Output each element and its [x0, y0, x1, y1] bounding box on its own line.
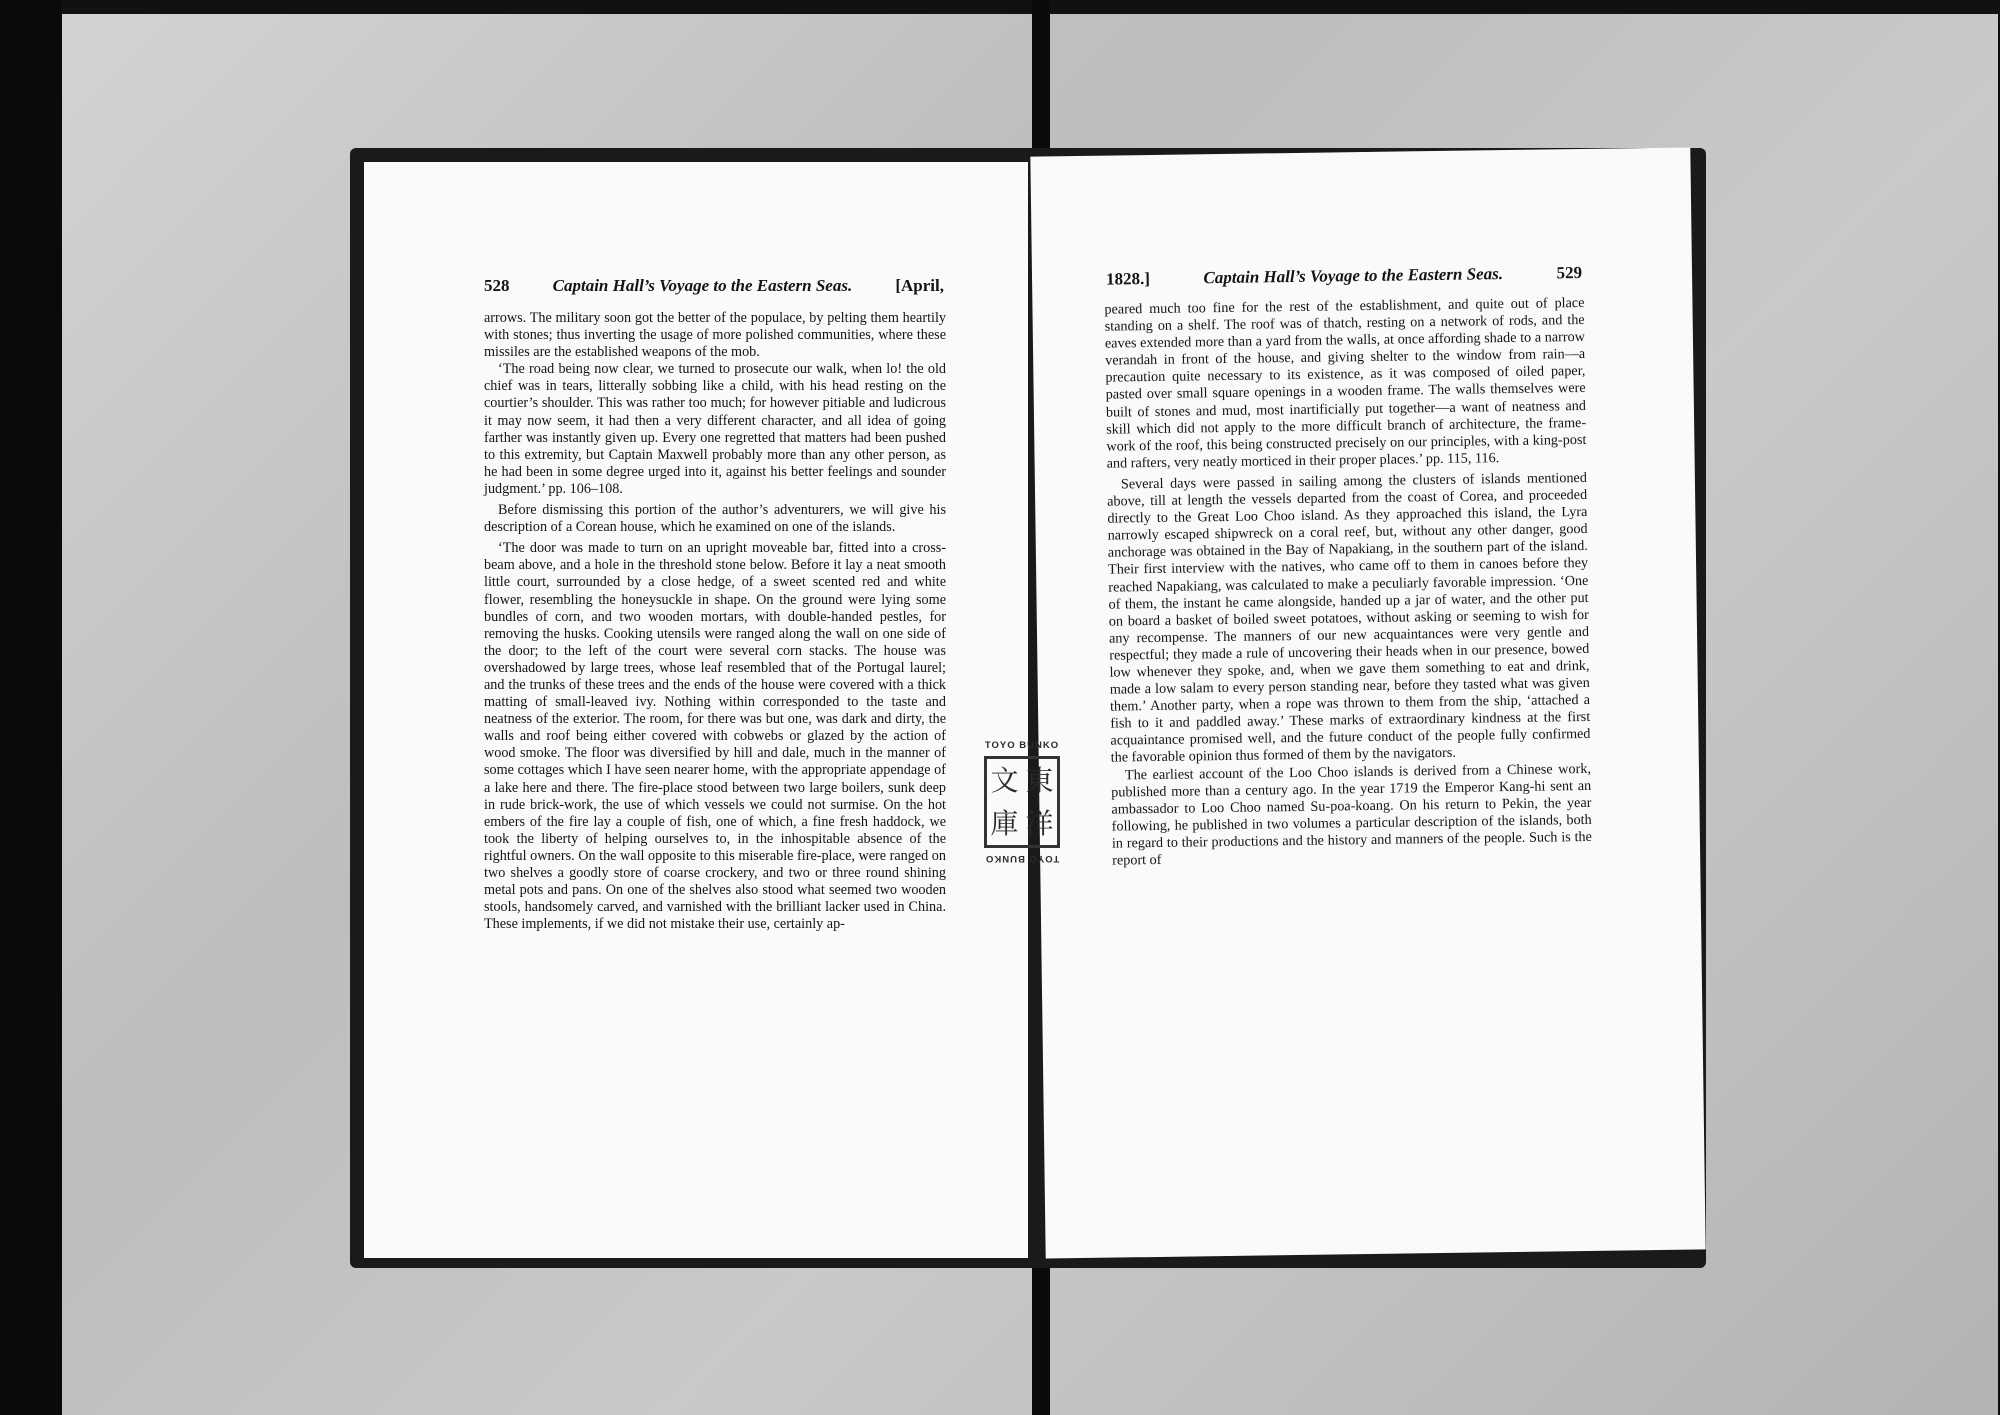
paragraph: Before dismissing this portion of the author’s adventurers, we will give his description of a Corean house, which he examined on one of the islands.: [484, 502, 946, 536]
stamp-bottom-caption: TOYO BUNKO: [984, 853, 1060, 864]
right-running-title: Captain Hall’s Voyage to the Eastern Seas.: [1203, 264, 1504, 288]
right-running-date: 1828.]: [1105, 269, 1151, 289]
seal-char: 東: [1025, 763, 1054, 797]
seal-char: 文: [990, 763, 1019, 797]
right-page-number: 529: [1556, 262, 1583, 283]
seal-char: 庫: [990, 806, 1019, 840]
left-running-date: [April,: [895, 276, 944, 295]
paragraph: arrows. The military soon got the better of the populace, by pelting them heartily with stones; thus inverting the usage of more polished communities, where these missiles are the established weapons of the mob.: [484, 310, 946, 361]
left-page-number: 528: [484, 276, 510, 295]
seal-box: [984, 756, 1060, 848]
paragraph: ‘The road being now clear, we turned to prosecute our walk, when lo! the old chief was in tears, litterally sobbing like a child, with his head resting on the courtier’s shoulder. This was rather too much; for however pitiable and ludicrous it may now seem, it had then a very different character, and all idea of going farther was instantly given up. Every one regretted that matters had been pushed to this extremity, but Captain Maxwell probably more than any other person, as he had been in some degree urged into it, against his better feelings and sounder judgment.’ pp. 106–108.: [484, 361, 946, 497]
left-page: [364, 162, 1028, 1258]
right-running-head: [1106, 263, 1582, 290]
right-page: [1030, 147, 1705, 1258]
library-seal-stamp: [978, 740, 1066, 864]
paragraph: peared much too fine for the rest of the establishment, and quite out of place standing on a shelf. The roof was of thatch, resting on a network of rods, and the eaves extended more than a yard from the walls, at once affording shade to a narrow verandah in front of the house, and giving shelter to the window from rain—a precaution quite necessary to its existence, as it was composed of oiled paper, pasted over small square openings in a wooden frame. The walls themselves were built of stones and mud, most inartificially put together—a want of neatness and skill which did not apply to the more difficult branch of architecture, the frame-work of the roof, this being constructed precisely on our principles, with a king-post and rafters, very neatly morticed in their proper places.’ pp. 115, 116.: [1104, 294, 1587, 472]
right-body-text: [1104, 295, 1592, 870]
scan-left-edge: [0, 0, 62, 1415]
paragraph: ‘The door was made to turn on an upright moveable bar, fitted into a cross-beam above, and a hole in the threshold stone below. Before it lay a neat smooth little court, surrounded by a close hedge, of a sweet scented red and white flower, resembling the honeysuckle in shape. On the ground were lying some bundles of corn, and two wooden mortars, with double-handed pestles, for removing the husks. Cooking utensils were ranged along the wall on one side of the door; to the left of the court were several corn stacks. The house was overshadowed by large trees, whose leaf resembled that of the Portugal laurel; and the trunks of these trees and the ends of the house were covered with a thick matting of small-leaved ivy. Nothing within corresponded to the taste and neatness of the exterior. The room, for there was but one, was dark and dirty, the walls and roof being either covered with cobwebs or glazed by the action of wood smoke. The floor was diversified by hill and dale, much in the manner of some cottages which I have seen nearer home, with the appropriate appendage of a lake here and there. The fire-place stood between two large boilers, sunk deep in rude brick-work, the use of which vessels we could not surmise. On the hot embers of the fire lay a couple of fish, one of which, a fine fresh haddock, we took the liberty of helping ourselves to, in the inhospitable absence of the rightful owners. On the wall opposite to this miserable fire-place, were ranged on two shelves a goodly store of coarse crockery, and two or three round shining metal pots and pans. On one of the shelves also stood what seemed two wooden stools, handsomely carved, and varnished with the brilliant lacker used in China. These implements, if we did not mistake their use, certainly ap-: [484, 540, 946, 933]
left-running-title: Captain Hall’s Voyage to the Eastern Seas.: [552, 276, 853, 295]
stamp-top-caption: TOYO BUNKO: [984, 740, 1060, 751]
left-body-text: [484, 310, 946, 933]
seal-char: 洋: [1025, 806, 1054, 840]
paragraph: Several days were passed in sailing among the clusters of islands mentioned above, till at length the vessels departed from the coast of Corea, and proceeded directly to the Great Loo Choo island. As they approached this island, the Lyra narrowly escaped shipwreck on a coral reef, but, without any other danger, good anchorage was obtained in the Bay of Napakiang, in the southern part of the island. Their first interview with the natives, who came off to them in canoes before they reached Napakiang, was calculated to make a peculiarly favorable impression. ‘One of them, the instant he came alongside, handed up a jar of water, and the other put on board a basket of boiled sweet potatoes, without asking or seeming to wish for any recompense. The manners of our new acquaintances were very gentle and respectful; they made a rule of uncovering their heads when in our presence, bowed low whenever they spoke, and, when we gave them something to eat and drink, made a low salam to every person standing near, before they tasted what was given them.’ Another party, when a rope was thrown to them from the ship, ‘attached a fish to it and paddled away.’ These marks of extraordinary kindness at the first acquaintance promised well, and the future conduct of the people fully confirmed the favorable opinion thus formed of them by the navigators.: [1107, 469, 1591, 767]
left-running-head: [484, 276, 944, 296]
paragraph: The earliest account of the Loo Choo islands is derived from a Chinese work, published more than a century ago. In the year 1719 the Emperor Kang-hi sent an ambassador to Loo Choo named Su-poa-koang. On his return to Pekin, the year following, he published in two volumes a particular description of the islands, both in regard to their productions and the history and manners of the people. Such is the report of: [1111, 760, 1593, 869]
